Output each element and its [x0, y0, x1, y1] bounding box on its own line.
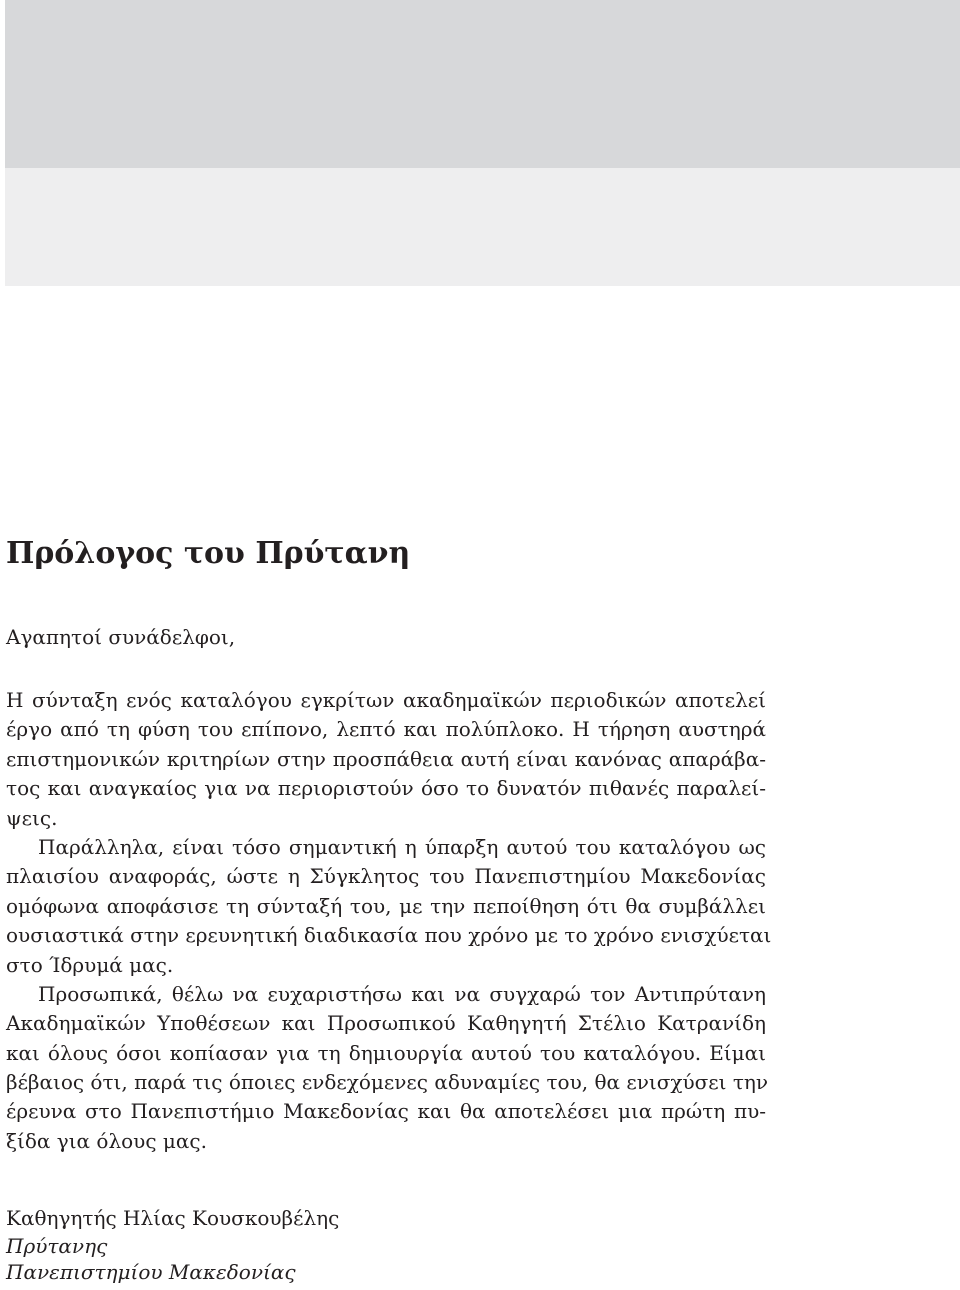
- paragraph-line: πλαισίου αναφοράς, ώστε η Σύγκλητος του Πανεπιστημίου Μακεδονίας: [6, 864, 766, 889]
- paragraph-line: ψεις.: [6, 805, 58, 830]
- paragraph-line: στο Ίδρυμά μας.: [6, 952, 174, 977]
- paragraph-line: βέβαιος ότι, παρά τις όποιες ενδεχόμενες αδυναμίες του, θα ενισχύσει την: [6, 1070, 769, 1095]
- signature-name: Καθηγητής Ηλίας Κουσκουβέλης: [6, 1206, 340, 1230]
- signature-institution: Πανεπιστημίου Μακεδονίας: [6, 1260, 296, 1284]
- header-band-light: [5, 168, 960, 286]
- paragraph-line: ουσιαστικά στην ερευνητική διαδικασία που χρόνο με το χρόνο ενισχύεται: [6, 923, 772, 948]
- paragraph-line: έρευνα στο Πανεπιστήμιο Μακεδονίας και θα αποτελέσει μια πρώτη πυ-: [6, 1099, 766, 1124]
- paragraph-line: ξίδα για όλους μας.: [6, 1128, 207, 1153]
- paragraph-line: Προσωπικά, θέλω να ευχαριστήσω και να συγχαρώ τον Αντιπρύτανη: [38, 981, 766, 1006]
- paragraph-line: Η σύνταξη ενός καταλόγου εγκρίτων ακαδημαϊκών περιοδικών αποτελεί: [6, 688, 766, 712]
- header-band-dark: [5, 0, 960, 168]
- paragraph-line: Ακαδημαϊκών Υποθέσεων και Προσωπικού Καθηγητή Στέλιο Κατρανίδη: [6, 1011, 766, 1036]
- body-text: [6, 686, 772, 1156]
- paragraph-line: και όλους όσοι κοπίασαν για τη δημιουργία αυτού του καταλόγου. Είμαι: [6, 1040, 766, 1065]
- page-title: Πρόλογος του Πρύτανη: [6, 536, 411, 571]
- signature-block: [6, 1204, 339, 1285]
- paragraph-line: τος και αναγκαίος για να περιοριστούν όσο το δυνατόν πιθανές παραλεί-: [6, 776, 766, 801]
- paragraph-line: ομόφωνα αποφάσισε τη σύνταξή του, με την πεποίθηση ότι θα συμβάλλει: [6, 893, 766, 918]
- paragraph-line: Παράλληλα, είναι τόσο σημαντική η ύπαρξη αυτού του καταλόγου ως: [38, 834, 766, 859]
- salutation: Αγαπητοί συνάδελφοι,: [6, 625, 236, 649]
- signature-role: Πρύτανης: [6, 1234, 108, 1258]
- paragraph-line: επιστημονικών κριτηρίων στην προσπάθεια αυτή είναι κανόνας απαράβα-: [6, 746, 766, 771]
- paragraph-line: έργο από τη φύση του επίπονο, λεπτό και πολύπλοκο. Η τήρηση αυστηρά: [6, 717, 766, 742]
